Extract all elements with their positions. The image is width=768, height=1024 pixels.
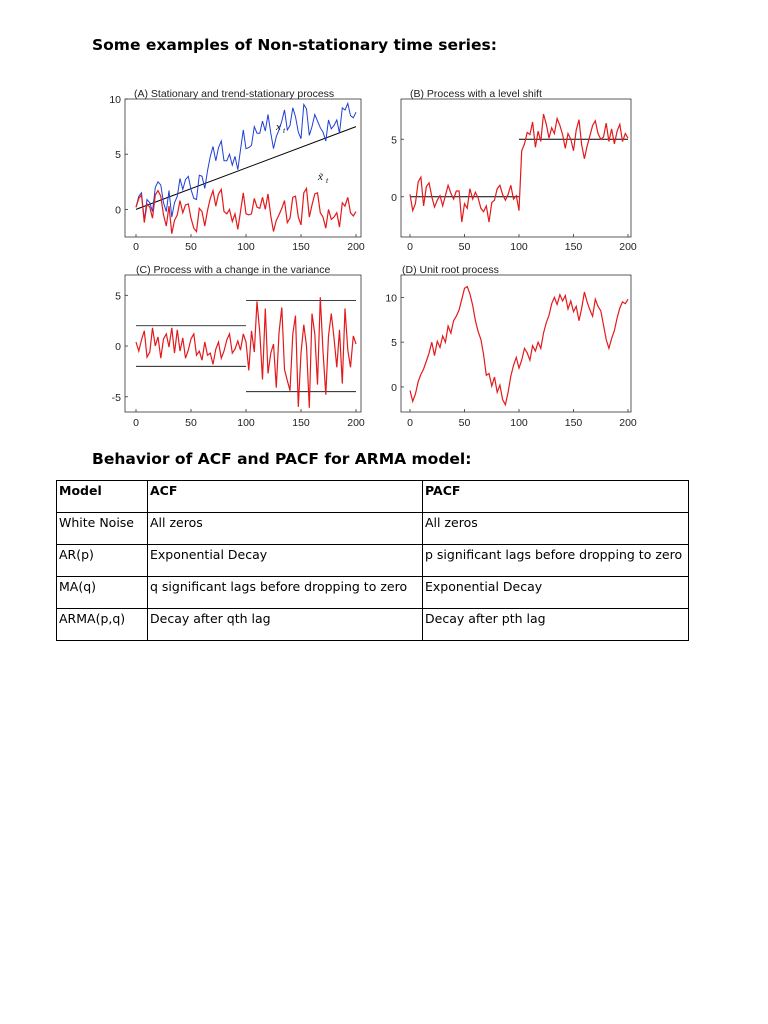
model-cell: White Noise — [57, 513, 148, 545]
panel-d-y-tick-label: 0 — [391, 381, 397, 394]
panel-c-y-tick-label: 5 — [115, 290, 121, 303]
heading-nonstationary: Some examples of Non-stationary time series: — [92, 36, 497, 54]
annotation-x-tilde-subscript: t — [326, 176, 329, 185]
panel-d-x-tick-label: 50 — [458, 417, 471, 429]
heading-acf-pacf: Behavior of ACF and PACF for ARMA model: — [92, 450, 472, 468]
acf-cell: Decay after qth lag — [148, 609, 423, 641]
time-series-figure — [0, 0, 768, 440]
model-cell: AR(p) — [57, 545, 148, 577]
panel-d-x-tick-label: 150 — [564, 417, 583, 429]
panel-c-x-tick-label: 100 — [237, 417, 255, 429]
header-pacf: PACF — [423, 481, 689, 513]
table-row — [57, 577, 689, 609]
panel-c-x-tick-label: 0 — [133, 417, 139, 429]
table-row — [57, 609, 689, 641]
panel-c — [112, 264, 365, 429]
panel-c-title: (C) Process with a change in the variance — [136, 264, 331, 276]
acf-pacf-table — [56, 480, 689, 641]
header-acf: ACF — [148, 481, 423, 513]
panel-a-y-tick-label: 5 — [115, 149, 121, 162]
panel-d-ticks — [385, 292, 637, 429]
panel-b-ticks — [391, 134, 637, 253]
panel-a-trend-line — [136, 127, 356, 210]
acf-cell: All zeros — [148, 513, 423, 545]
panel-a — [109, 88, 365, 253]
panel-d-title: (D) Unit root process — [402, 264, 499, 276]
panel-b-x-tick-label: 100 — [510, 241, 528, 253]
table-row — [57, 513, 689, 545]
annotation-x: x — [276, 121, 281, 133]
acf-cell: Exponential Decay — [148, 545, 423, 577]
panel-b-x-tick-label: 0 — [407, 241, 413, 253]
pacf-cell: Decay after pth lag — [423, 609, 689, 641]
annotation-x-subscript: t — [283, 126, 286, 135]
panel-a-ticks — [109, 94, 365, 253]
pacf-cell: All zeros — [423, 513, 689, 545]
panel-d-x-tick-label: 200 — [619, 417, 637, 429]
panel-c-x-tick-label: 200 — [347, 417, 365, 429]
panel-a-title: (A) Stationary and trend-stationary process — [134, 88, 335, 100]
panel-b-series — [410, 114, 628, 222]
model-cell: ARMA(p,q) — [57, 609, 148, 641]
panel-b — [391, 88, 637, 253]
panel-d-y-tick-label: 5 — [391, 337, 397, 350]
panel-b-x-tick-label: 50 — [458, 241, 471, 253]
panel-a-y-tick-label: 10 — [109, 94, 121, 106]
header-model: Model — [57, 481, 148, 513]
panel-a-x-tick-label: 0 — [133, 241, 139, 253]
panel-b-y-tick-label: 0 — [391, 191, 397, 204]
model-cell: MA(q) — [57, 577, 148, 609]
panel-c-x-tick-label: 50 — [185, 417, 197, 429]
pacf-cell: p significant lags before dropping to zero — [423, 545, 689, 577]
acf-cell: q significant lags before dropping to zero — [148, 577, 423, 609]
panel-b-x-tick-label: 200 — [619, 241, 637, 253]
panel-d-series — [410, 287, 628, 405]
panel-a-x-tick-label: 100 — [237, 241, 255, 253]
panel-c-y-tick-label: -5 — [111, 391, 121, 404]
panel-a-x-tick-label: 50 — [185, 241, 197, 253]
panel-d-y-tick-label: 10 — [385, 292, 397, 305]
panel-a-x-tick-label: 200 — [347, 241, 365, 253]
panel-b-frame — [401, 99, 631, 237]
panel-a-x-tick-label: 150 — [292, 241, 310, 253]
annotation-x-tilde: x̃ — [318, 171, 323, 183]
table-row — [57, 545, 689, 577]
panel-d-x-tick-label: 0 — [407, 417, 413, 429]
panel-d-frame — [401, 275, 631, 412]
panel-b-y-tick-label: 5 — [391, 134, 397, 147]
panel-b-x-tick-label: 150 — [564, 241, 583, 253]
panel-a-trend-stationary-series — [136, 103, 356, 220]
panel-a-frame — [125, 99, 361, 237]
panel-a-y-tick-label: 0 — [115, 204, 121, 217]
panel-c-x-tick-label: 150 — [292, 417, 310, 429]
panel-b-level-lines — [410, 139, 628, 197]
table-header-row — [57, 481, 689, 513]
panel-d — [385, 264, 637, 429]
panel-c-y-tick-label: 0 — [115, 341, 121, 354]
pacf-cell: Exponential Decay — [423, 577, 689, 609]
panel-b-title: (B) Process with a level shift — [410, 88, 542, 100]
panel-d-x-tick-label: 100 — [510, 417, 528, 429]
